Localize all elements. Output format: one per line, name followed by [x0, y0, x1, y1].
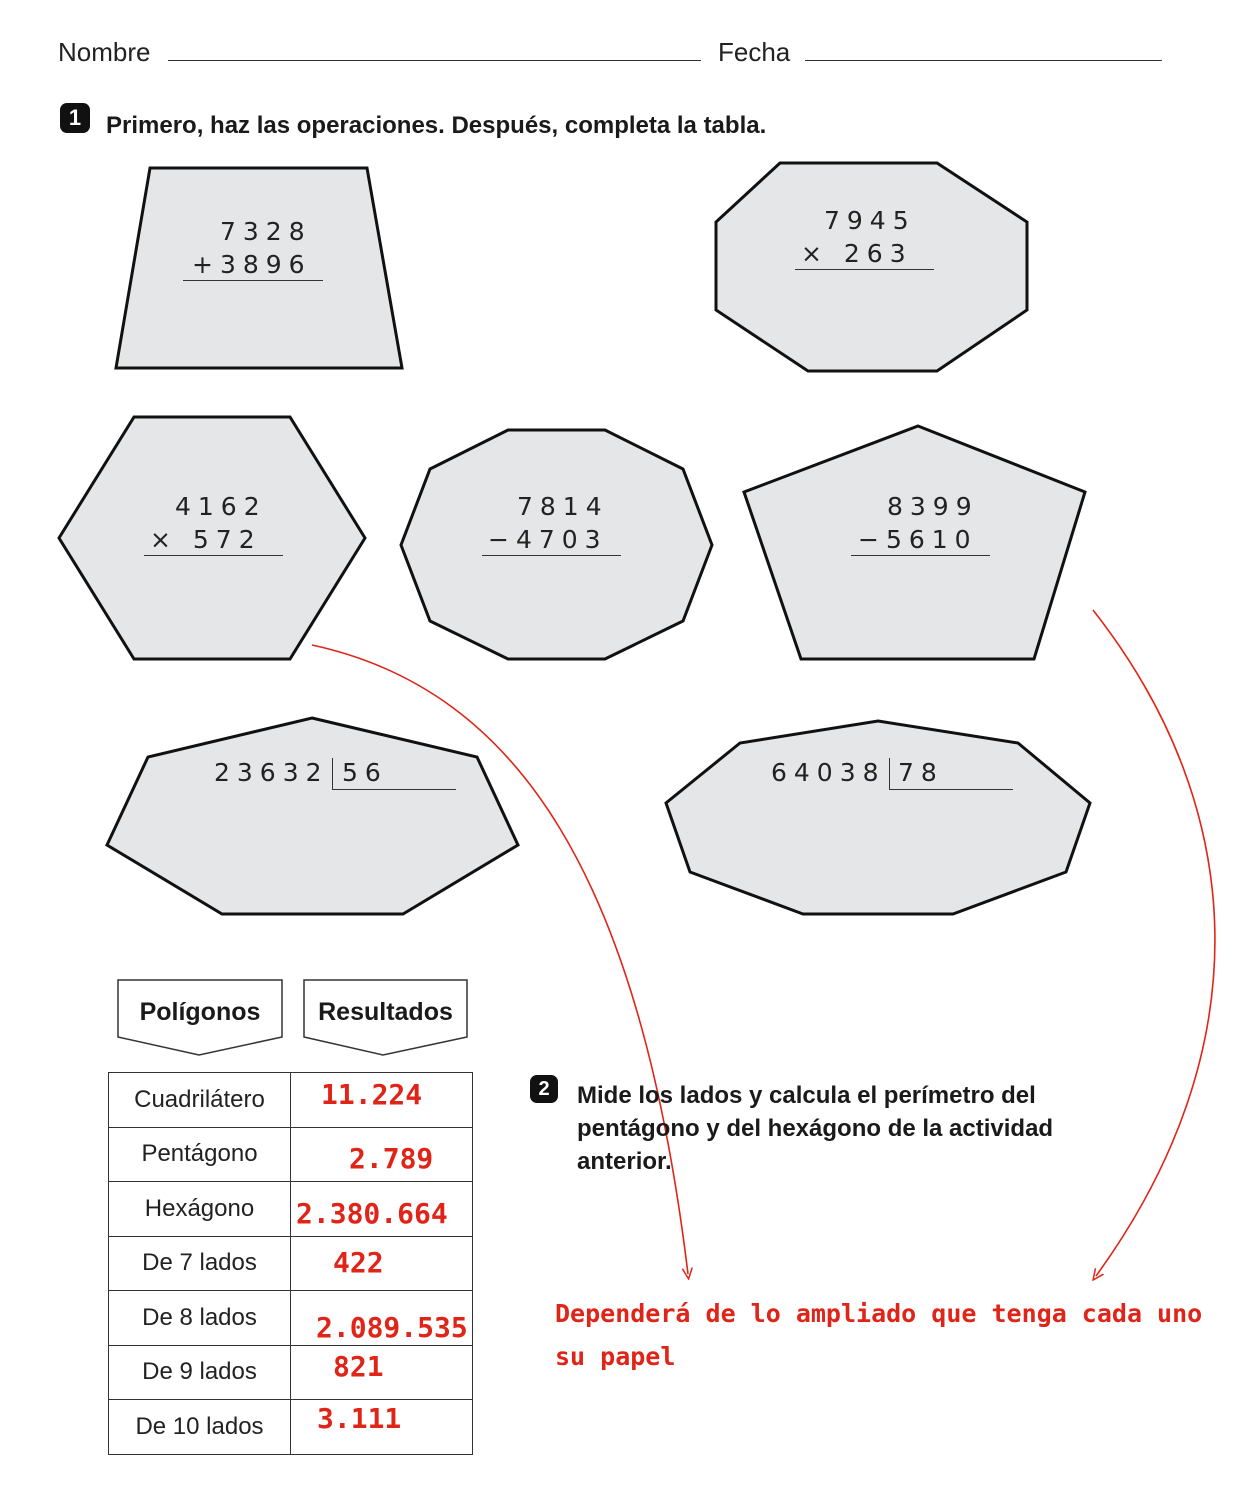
row-label-10-lados: De 10 lados: [109, 1400, 291, 1455]
octagon-operand-2: × 263: [801, 239, 913, 268]
result-cell-cuadrilatero[interactable]: [291, 1073, 473, 1128]
quadrilateral-result-line: [183, 280, 323, 281]
result-cell-pentagono[interactable]: [291, 1127, 473, 1182]
hexagon-result-line: [144, 555, 283, 556]
pentagon-operand-1: 8399: [887, 492, 979, 521]
result-value-pentagono: 2.789: [349, 1141, 434, 1175]
result-cell-hexagono[interactable]: [291, 1182, 473, 1237]
pentagon-operand-2: −5610: [858, 525, 978, 554]
exercise-2-instruction-line-3: anterior.: [577, 1148, 672, 1175]
nonagon-dividend: 64038: [771, 758, 886, 787]
quadrilateral-operand-1: 7328: [220, 217, 312, 246]
pentagon-result-line: [851, 555, 990, 556]
table-row: [109, 1127, 473, 1182]
nombre-label: Nombre: [58, 37, 151, 67]
decagon-operand-2: −4703: [488, 525, 608, 554]
hexagon-operand-1: 4162: [175, 492, 267, 521]
handwritten-answer-line-2: su papel: [555, 1342, 676, 1371]
decagon-result-line: [482, 555, 621, 556]
row-label-cuadrilatero: Cuadrilátero: [109, 1073, 291, 1128]
polygons-column-header: Polígonos: [139, 998, 261, 1026]
table-row: [109, 1236, 473, 1291]
results-column-header: Resultados: [318, 998, 453, 1026]
result-cell-7-lados[interactable]: [291, 1236, 473, 1291]
row-label-7-lados: De 7 lados: [109, 1236, 291, 1291]
heptagon-divisor: 56: [342, 758, 388, 787]
exercise-2-number: 2: [530, 1075, 558, 1103]
exercise-1-instruction: Primero, haz las operaciones. Después, completa la tabla.: [106, 112, 767, 139]
result-value-hexagono: 2.380.664: [296, 1197, 448, 1230]
decagon-operand-1: 7814: [517, 492, 609, 521]
handwritten-answer-line-1: Dependerá de lo ampliado que tenga cada uno: [555, 1299, 1203, 1328]
hexagon-operand-2: × 572: [150, 525, 262, 554]
octagon-result-line: [795, 269, 934, 270]
result-value-cuadrilatero: 11.224: [321, 1078, 423, 1111]
result-cell-9-lados[interactable]: [291, 1345, 473, 1400]
table-row: [109, 1345, 473, 1400]
row-label-hexagono: Hexágono: [109, 1182, 291, 1237]
octagon-operand-1: 7945: [824, 206, 916, 235]
table-row: [109, 1400, 473, 1455]
exercise-2-instruction-line-1: Mide los lados y calcula el perímetro del: [577, 1082, 1036, 1109]
fecha-label: Fecha: [718, 37, 791, 67]
annotation-arrow-right: [1093, 610, 1215, 1276]
table-row: [109, 1182, 473, 1237]
result-value-10-lados: 3.111: [317, 1402, 402, 1435]
heptagon-shape: [107, 718, 518, 914]
heptagon-dividend: 23632: [214, 758, 329, 787]
nonagon-divisor: 78: [898, 758, 944, 787]
row-label-pentagono: Pentágono: [109, 1127, 291, 1182]
result-cell-8-lados[interactable]: [291, 1291, 473, 1346]
nonagon-shape: [666, 721, 1090, 914]
result-value-9-lados: 821: [333, 1349, 384, 1383]
result-value-7-lados: 422: [333, 1245, 384, 1279]
row-label-9-lados: De 9 lados: [109, 1345, 291, 1400]
table-row: [109, 1291, 473, 1346]
exercise-2-instruction-line-2: pentágono y del hexágono de la actividad: [577, 1115, 1054, 1142]
result-cell-10-lados[interactable]: [291, 1400, 473, 1455]
result-value-8-lados: 2.089.535: [316, 1311, 468, 1344]
results-table: [108, 1072, 473, 1455]
table-row: [109, 1073, 473, 1128]
row-label-8-lados: De 8 lados: [109, 1291, 291, 1346]
quadrilateral-operand-2: +3896: [192, 250, 312, 279]
exercise-1-number: 1: [60, 103, 90, 133]
